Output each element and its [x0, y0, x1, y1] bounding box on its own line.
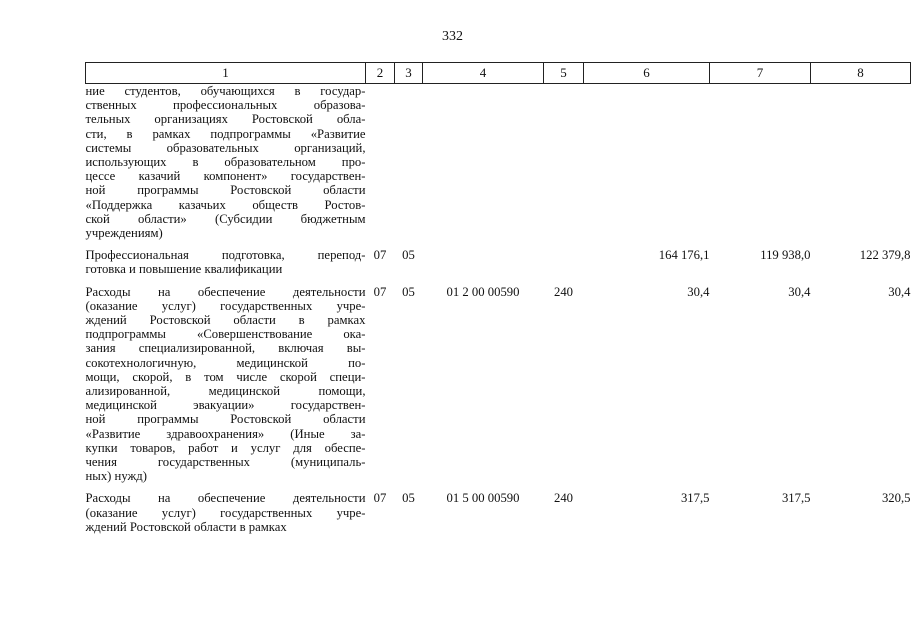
description-line: мощи, скорой, в том числе скорой специ- — [85, 369, 366, 384]
table-row — [86, 240, 911, 276]
section-code — [366, 84, 395, 241]
section-code: 07 — [373, 491, 387, 506]
table-row — [86, 483, 911, 534]
subsection-code: 05 — [402, 248, 415, 263]
header-col-8: 8 — [811, 63, 911, 84]
description-line: Профессиональная подготовка, перепод- — [85, 248, 366, 263]
header-col-1: 1 — [86, 63, 366, 84]
description-line: Расходы на обеспечение деятельности — [85, 491, 366, 506]
subsection-code: 05 — [402, 284, 415, 299]
description-line: системы образовательных организаций, — [85, 140, 366, 155]
amount-col-8 — [811, 84, 911, 241]
header-row — [86, 63, 911, 84]
row-description — [86, 277, 366, 484]
description-line: медицинской эвакуации» государствен- — [85, 398, 366, 413]
description-line: готовка и повышение квалификации — [85, 262, 283, 277]
amount-col-8: 320,5 — [881, 491, 911, 506]
description-line: «Поддержка казачьих обществ Ростов- — [85, 197, 366, 212]
amount-col-6 — [584, 84, 710, 241]
row-description — [86, 483, 366, 534]
expense-type-code: 240 — [553, 284, 574, 299]
description-line: ждений Ростовской области в рамках — [85, 313, 366, 328]
description-line: ной программы Ростовской области — [85, 412, 366, 427]
expense-type-code: 240 — [553, 491, 574, 506]
amount-col-7: 30,4 — [788, 284, 811, 299]
amount-col-6: 164 176,1 — [658, 248, 710, 263]
description-line: ждений Ростовской области в рамках — [85, 519, 287, 534]
description-line: «Развитие здравоохранения» (Иные за- — [85, 426, 366, 441]
description-line: цессе казачий компонент» государствен- — [85, 169, 366, 184]
subsection-code — [395, 84, 423, 241]
description-line: ние студентов, обучающихся в государ- — [85, 84, 366, 98]
budget-table — [85, 62, 911, 534]
description-line: ской области» (Субсидии бюджетным — [85, 211, 366, 226]
amount-col-7 — [710, 84, 811, 241]
row-description — [86, 240, 366, 276]
description-line: сокотехнологичную, медицинской по- — [85, 355, 366, 370]
description-line: (оказание услуг) государственных учре- — [85, 298, 366, 313]
description-line: тельных организациях Ростовской обла- — [85, 112, 366, 127]
row-description — [86, 84, 366, 241]
description-line: ственных профессиональных образова- — [85, 98, 366, 113]
target-article-code — [423, 84, 544, 241]
description-line: чения государственных (муниципаль- — [85, 455, 366, 470]
description-line: ной программы Ростовской области — [85, 183, 366, 198]
amount-col-6: 317,5 — [680, 491, 710, 506]
amount-col-6: 30,4 — [687, 284, 710, 299]
header-col-6: 6 — [584, 63, 710, 84]
amount-col-7: 317,5 — [781, 491, 811, 506]
description-line: подпрограммы «Совершенствование ока- — [85, 327, 366, 342]
section-code: 07 — [373, 284, 387, 299]
expense-type-code — [544, 84, 584, 241]
target-article-code — [423, 240, 544, 276]
description-line: учреждениям) — [85, 226, 163, 241]
section-code: 07 — [373, 248, 387, 263]
description-line: использующих в образовательном про- — [85, 155, 366, 170]
description-line: (оказание услуг) государственных учре- — [85, 505, 366, 520]
expense-type-code — [544, 240, 584, 276]
target-article-code: 01 2 00 00590 — [446, 284, 520, 299]
description-line: купки товаров, работ и услуг для обеспе- — [85, 440, 366, 455]
table-row — [86, 84, 911, 241]
page-number: 332 — [442, 29, 463, 44]
header-col-4: 4 — [423, 63, 544, 84]
description-line: Расходы на обеспечение деятельности — [85, 284, 366, 299]
table-body — [86, 84, 911, 535]
header-col-5: 5 — [544, 63, 584, 84]
header-col-2: 2 — [366, 63, 395, 84]
amount-col-7: 119 938,0 — [760, 248, 811, 263]
table-row — [86, 277, 911, 484]
header-col-3: 3 — [395, 63, 423, 84]
header-col-7: 7 — [710, 63, 811, 84]
description-line: сти, в рамках подпрограммы «Развитие — [85, 126, 366, 141]
description-line: зания специализированной, включая вы- — [85, 341, 366, 356]
subsection-code: 05 — [402, 491, 415, 506]
description-line: ализированной, медицинской помощи, — [85, 384, 366, 399]
amount-col-8: 30,4 — [888, 284, 911, 299]
description-line: ных) нужд) — [85, 469, 147, 484]
amount-col-8: 122 379,8 — [859, 248, 911, 263]
target-article-code: 01 5 00 00590 — [446, 491, 520, 506]
